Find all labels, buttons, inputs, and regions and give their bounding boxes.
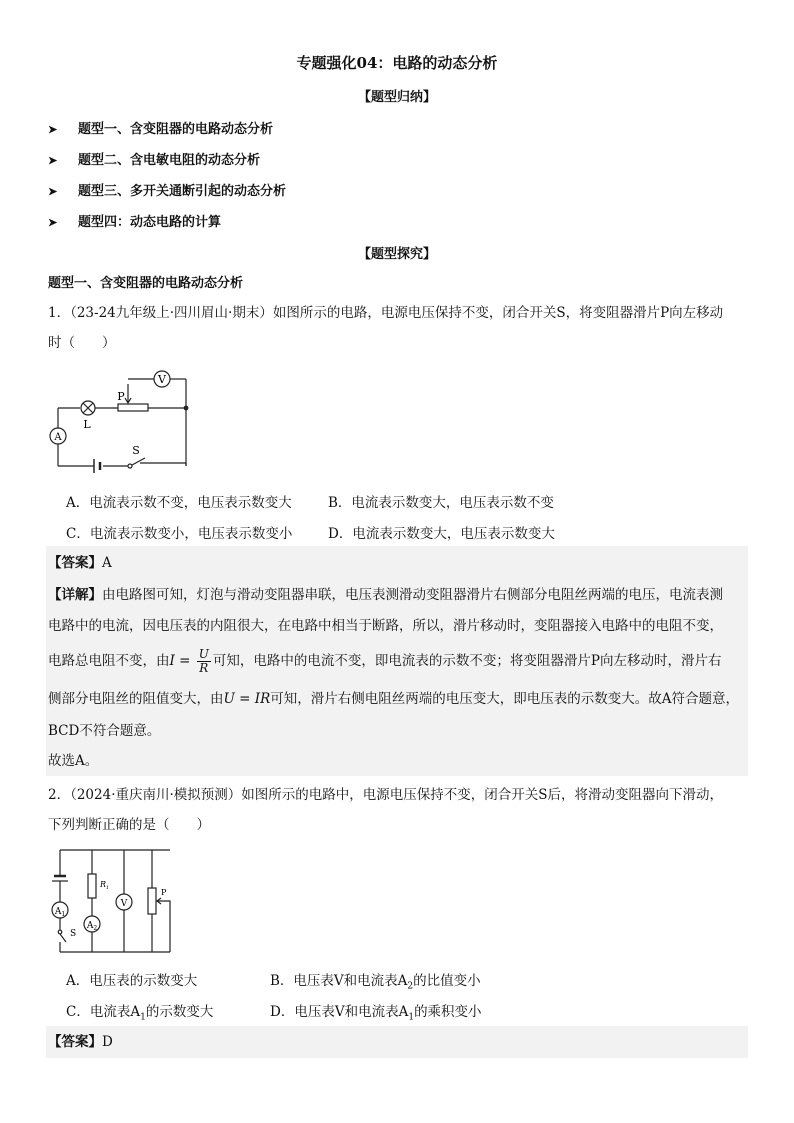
summary-heading: 【题型归纳】 bbox=[357, 90, 436, 105]
arrow-icon: ➤ bbox=[48, 216, 58, 229]
q1-option-c: C．电流表示数变小，电压表示数变小 bbox=[66, 526, 293, 542]
section-title: 题型一、含变阻器的电路动态分析 bbox=[48, 276, 244, 291]
arrow-icon: ➤ bbox=[48, 123, 58, 136]
ammeter-a1-label: $A_1$ bbox=[54, 907, 66, 918]
q1-option-d: D．电流表示数变大，电压表示数变大 bbox=[328, 526, 555, 542]
resistor-r1-label: $R_1$ bbox=[100, 880, 110, 891]
explore-heading: 【题型探究】 bbox=[357, 247, 436, 262]
voltmeter-label: V bbox=[120, 899, 128, 909]
formula-fraction: $\frac{U}{R}$ bbox=[198, 647, 209, 675]
page-title: 专题强化04：电路的动态分析 bbox=[296, 54, 498, 72]
arrow-icon: ➤ bbox=[48, 185, 58, 198]
lamp-label: L bbox=[83, 418, 91, 431]
q1-option-a: A．电流表示数不变，电压表示数变大 bbox=[66, 495, 292, 511]
q1-detail-line-1: 【详解】由电路图可知，灯泡与滑动变阻器串联，电压表测滑动变阻器滑片右侧部分电阻丝两端的电压，电流表测 bbox=[48, 587, 723, 603]
switch-label: S bbox=[132, 444, 140, 457]
q1-option-b: B．电流表示数变大，电压表示数不变 bbox=[328, 495, 554, 511]
toc-item-2: ➤ 题型二、含电敏电阻的动态分析 bbox=[48, 153, 261, 168]
voltmeter-label: V bbox=[158, 373, 166, 386]
q1-conclusion: 故选A。 bbox=[48, 753, 99, 769]
toc-item-4: ➤ 题型四：动态电路的计算 bbox=[48, 215, 222, 230]
ammeter-label: A bbox=[54, 432, 62, 443]
circuit-diagram-1 bbox=[48, 364, 198, 476]
toc-item-3: ➤ 题型三、多开关通断引起的动态分析 bbox=[48, 184, 287, 199]
toc-item-1: ➤ 题型一、含变阻器的电路动态分析 bbox=[48, 122, 274, 137]
q2-answer: 【答案】D bbox=[48, 1034, 113, 1050]
q2-option-b: B．电压表V和电流表$A_2$的比值变小 bbox=[270, 973, 481, 992]
slider-label: P bbox=[117, 390, 125, 403]
q1-answer: 【答案】A bbox=[48, 555, 112, 571]
q1-detail-line-2: 电路中的电流，因电压表的内阻很大，在电路中相当于断路，所以，滑片移动时，变阻器接入电路中的电阻不变， bbox=[48, 618, 723, 634]
q2-option-c: C．电流表$A_1$的示数变大 bbox=[66, 1004, 214, 1023]
q2-option-a: A．电压表的示数变大 bbox=[66, 973, 198, 989]
q1-detail-line-5: BCD不符合题意。 bbox=[48, 723, 161, 739]
switch-s-label: S bbox=[70, 929, 77, 939]
arrow-icon: ➤ bbox=[48, 154, 58, 167]
slider-p-label: P bbox=[161, 888, 167, 897]
q1-detail-line-3: 电路总电阻不变，由I = $\frac{U}{R}$ 可知，电路中的电流不变，即电流表的示数不变；将变阻器滑片P向左移动时，滑片右 bbox=[48, 647, 722, 675]
q2-option-d: D．电压表V和电流表$A_1$的乘积变小 bbox=[270, 1004, 482, 1023]
ammeter-a2-label: $A_2$ bbox=[86, 921, 98, 932]
circuit-diagram-2 bbox=[48, 846, 178, 958]
q1-detail-line-4: 侧部分电阻丝的阻值变大，由U = IR可知，滑片右侧电阻丝两端的电压变大，即电压表的示数变大。故A符合题意， bbox=[48, 691, 740, 707]
question-1-stem: 1．（23-24九年级上·四川眉山·期末）如图所示的电路，电源电压保持不变，闭合开关S，将变阻器滑片P向左移动 时（ ） bbox=[48, 305, 724, 351]
question-2-stem: 2．（2024·重庆南川·模拟预测）如图所示的电路中，电源电压保持不变，闭合开关S后，将滑动变阻器向下滑动， 下列判断正确的是（ ） bbox=[48, 787, 724, 833]
